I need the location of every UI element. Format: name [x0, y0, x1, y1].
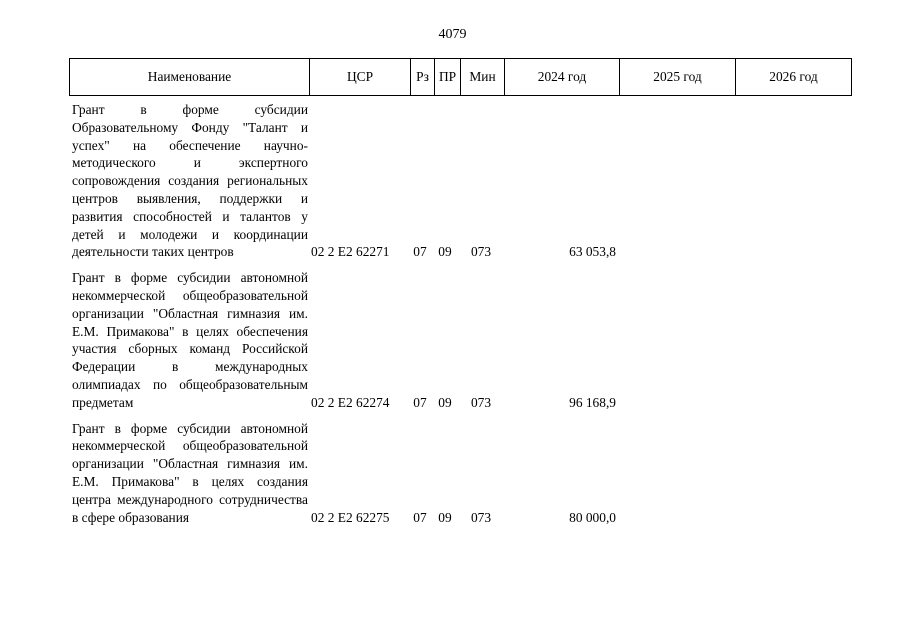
row-pr: 09 — [438, 394, 452, 410]
table-header — [69, 58, 852, 96]
row-2024: 96 168,9 — [569, 394, 616, 410]
row-rz: 07 — [413, 509, 427, 525]
table-row — [69, 101, 851, 261]
row-2024: 63 053,8 — [569, 244, 616, 260]
page-number: 4079 — [438, 27, 467, 42]
header-pr: ПР — [435, 59, 461, 96]
row-csr: 02 2 Е2 62274 — [311, 394, 390, 410]
row-pr: 09 — [438, 244, 452, 260]
header-2025: 2025 год — [620, 59, 736, 96]
row-rz: 07 — [413, 394, 427, 410]
row-min: 073 — [470, 394, 492, 410]
row-csr: 02 2 Е2 62271 — [311, 244, 390, 260]
row-pr: 09 — [438, 509, 452, 525]
row-min: 073 — [470, 244, 492, 260]
row-min: 073 — [470, 509, 492, 525]
table-row — [69, 269, 851, 411]
header-min: Мин — [461, 59, 505, 96]
row-name: Грант в форме субсидии автономной некоммерческой общеобразовательной организации "Областная гимназия им. Е.М. Примакова" в целях создания центра международного сотрудничества в сфере образования — [72, 420, 308, 525]
header-2024: 2024 год — [505, 59, 620, 96]
header-rz: Рз — [411, 59, 435, 96]
row-2024: 80 000,0 — [569, 509, 616, 525]
row-name: Грант в форме субсидии автономной некоммерческой общеобразовательной организации "Областная гимназия им. Е.М. Примакова" в целях обеспечения участия сборных команд Российской Федерации в международных олимпиадах по общеобразовательным предметам — [72, 270, 308, 410]
row-name: Грант в форме субсидии Образовательному Фонду "Талант и успех" на обеспечение научно-методического и экспертного сопровождения создания региональных центров выявления, поддержки и развития способностей и талантов у детей и молодежи и координации деятельности таких центров — [72, 102, 308, 260]
table-body — [69, 101, 851, 534]
row-csr: 02 2 Е2 62275 — [311, 509, 390, 525]
row-rz: 07 — [413, 244, 427, 260]
header-csr: ЦСР — [310, 59, 411, 96]
header-name: Наименование — [70, 59, 310, 96]
table-row — [69, 420, 851, 527]
header-2026: 2026 год — [736, 59, 852, 96]
